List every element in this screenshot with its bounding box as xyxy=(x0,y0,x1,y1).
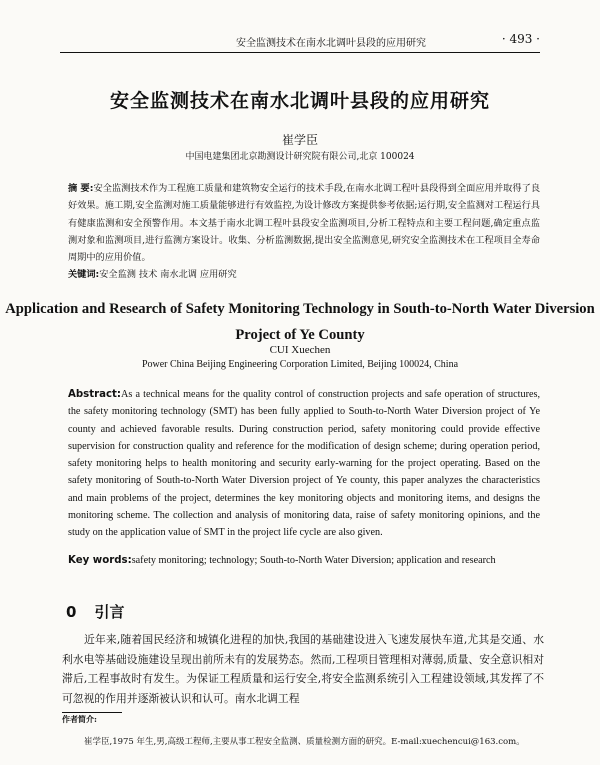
english-abstract-text: As a technical means for the quality control of construction projects and safe operation of structures, the safety monitoring technology (SMT) has been fully applied to South-to-North Water Diversion project of Ye county and achieved favorable results. During construction period, safety monitoring could provide effective supervision for construction quality and reference for the modification of design scheme; during operation period, safety monitoring helps to health monitoring and security early-warning for the project operating. Based on the safety monitoring of South-to-North Water Diversion project of Ye county, this paper analyzes the characteristics and main problems of the project, determines the key monitoring objects and monitoring items, and designs the monitoring scheme. The collection and analysis of monitoring data, raise of safety monitoring opinions, and the study on the application value of SMT in the project life cycle are also given. xyxy=(68,389,540,538)
chinese-keywords xyxy=(68,266,540,280)
english-abstract xyxy=(68,386,540,541)
footnote-label: 作者简介: xyxy=(62,714,97,724)
section-number: 0 xyxy=(66,603,77,621)
chinese-abstract-text: 安全监测技术作为工程施工质量和建筑物安全运行的技术手段,在南水北调工程叶县段得到全面应用并取得了良好效果。施工期,安全监测对施工质量能够进行有效监控,为设计修改方案提供参考依据;运行期,安全监测对工程运行具有健康监测和安全预警作用。本文基于南水北调工程叶县段安全监测项目,分析工程特点和主要工程问题,确定重点监测对象和监测项目,进行监测方案设计。收集、分析监测数据,提出安全监测意见,研究安全监测技术在工程项目全寿命周期中的应用价值。 xyxy=(68,183,541,264)
header-rule xyxy=(60,52,540,53)
english-affiliation: Power China Beijing Engineering Corporation Limited, Beijing 100024, China xyxy=(141,359,459,370)
chinese-affiliation: 中国电建集团北京勘测设计研究院有限公司,北京 100024 xyxy=(185,152,415,162)
english-author: CUI Xuechen xyxy=(269,344,331,356)
chinese-title: 安全监测技术在南水北调叶县段的应用研究 xyxy=(109,90,490,112)
chinese-keywords-text: 安全监测 技术 南水北调 应用研究 xyxy=(99,269,237,280)
running-title: 安全监测技术在南水北调叶县段的应用研究 xyxy=(236,38,426,49)
section-title: 引言 xyxy=(94,603,125,621)
page-number: · 493 · xyxy=(501,32,540,46)
english-title: Application and Research of Safety Monitoring Technology in South-to-North Water Diversion Project of Ye County xyxy=(5,301,595,343)
chinese-author: 崔学臣 xyxy=(281,133,318,147)
english-abstract-label: Abstract: xyxy=(68,389,121,400)
chinese-abstract-label: 摘 要: xyxy=(68,183,94,194)
section-heading xyxy=(66,601,124,622)
chinese-keywords-label: 关键词: xyxy=(68,269,100,280)
english-keywords-text: safety monitoring; technology; South-to-North Water Diversion; application and research xyxy=(131,555,496,566)
chinese-abstract xyxy=(68,180,540,266)
footnote-rule xyxy=(62,712,122,713)
footnote-text: 崔学臣,1975 年生,男,高级工程师,主要从事工程安全监测、质量检测方面的研究。E-mail:xuechencui@163.com。 xyxy=(84,737,525,747)
english-keywords-label: Key words: xyxy=(68,555,132,566)
running-header xyxy=(60,28,540,52)
body-paragraph: 近年来,随着国民经济和城镇化进程的加快,我国的基础建设进入飞速发展快车道,尤其是交通、水利水电等基础设施建设呈现出前所未有的发展势态。然而,工程项目管理相对薄弱,质量、安全意识相对滞后,工程事故时有发生。为保证工程质量和运行安全,将安全监测系统引入工程建设领域,其发挥了不可忽视的作用并逐渐被认识和认可。南水北调工程 xyxy=(62,633,544,705)
english-keywords xyxy=(68,555,540,566)
